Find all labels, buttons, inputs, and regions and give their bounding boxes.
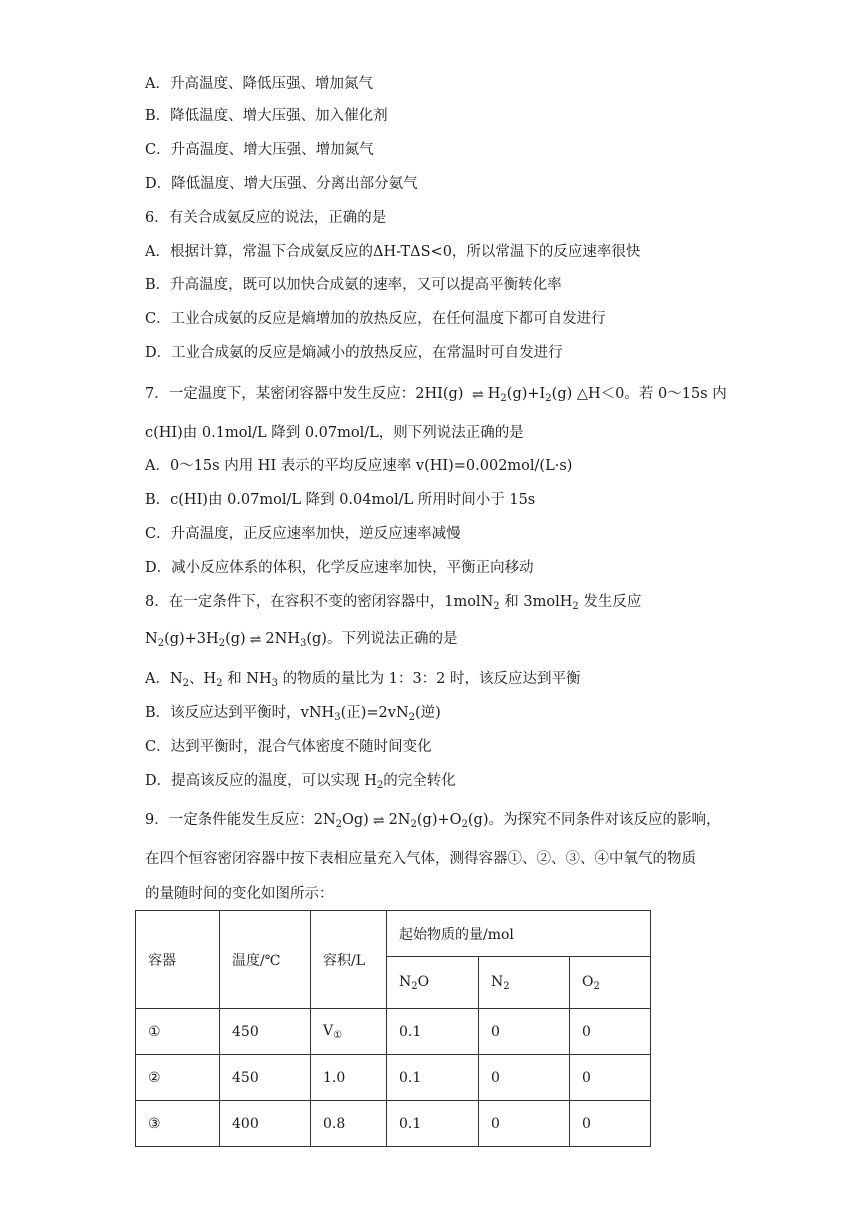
- q7-option-d: D．减小反应体系的体积，化学反应速率加快，平衡正向移动: [145, 560, 534, 576]
- q8-option-a: A．$N_2$、$H_2$ 和 $NH_3$ 的物质的量比为 1：3：2 时，该反应达到平衡: [145, 671, 581, 689]
- cell-volume: $V_①$: [311, 1009, 387, 1055]
- cell-n2: 0: [479, 1055, 570, 1101]
- q6-option-a: A．根据计算，常温下合成氨反应的ΔH-TΔS<0，所以常温下的反应速率很快: [145, 244, 641, 260]
- q6-option-d: D．工业合成氨的反应是熵减小的放热反应，在常温时可自发进行: [145, 345, 563, 361]
- cell-n2o: 0.1: [387, 1101, 479, 1147]
- cell-o2: 0: [570, 1009, 651, 1055]
- cell-n2: 0: [479, 1101, 570, 1147]
- header-volume: 容积/L: [311, 911, 387, 1009]
- header-n2: $N_2$: [479, 957, 570, 1009]
- cell-temperature: 400: [220, 1101, 311, 1147]
- cell-o2: 0: [570, 1055, 651, 1101]
- cell-temperature: 450: [220, 1055, 311, 1101]
- header-initial-amount: 起始物质的量/mol: [387, 911, 651, 957]
- q8-stem: 8．在一定条件下，在容积不变的密闭容器中，1molN$_2$ 和 3molH$_2$ 发生反应: [145, 594, 642, 612]
- reversible-arrow-icon: ⇌: [472, 387, 484, 403]
- q7-stem-line2: c(HI)由 0.1mol/L 降到 0.07mol/L，则下列说法正确的是: [145, 425, 524, 441]
- cell-volume: 0.8: [311, 1101, 387, 1147]
- q9-stem: 9．一定条件能发生反应：$2N_2Og$) ⇌ $2N_2(g)+O_2(g)$。为探究不同条件对该反应的影响，: [145, 812, 721, 830]
- q6-stem: 6．有关合成氨反应的说法，正确的是: [145, 210, 387, 226]
- q8-option-d: D．提高该反应的温度，可以实现 $H_2$的完全转化: [145, 773, 456, 791]
- cell-volume: 1.0: [311, 1055, 387, 1101]
- q9-stem-line3: 的量随时间的变化如图所示：: [145, 886, 334, 902]
- q7-stem: 7．一定温度下，某密闭容器中发生反应：2HI(g) ⇌ $H_2(g)+I_2(g)$ △H＜0。若 0～15s 内: [145, 386, 727, 404]
- header-temperature: 温度/℃: [220, 911, 311, 1009]
- reversible-arrow-icon: ⇌: [249, 632, 262, 648]
- q5-option-d: D．降低温度、增大压强、分离出部分氨气: [145, 176, 418, 192]
- q6-option-b: B．升高温度，既可以加快合成氨的速率，又可以提高平衡转化率: [145, 277, 562, 293]
- table-row: [136, 1009, 651, 1055]
- experiment-table: [135, 910, 651, 1147]
- q7-option-b: B．c(HI)由 0.07mol/L 降到 0.04mol/L 所用时间小于 15s: [145, 492, 536, 508]
- q6-option-c: C．工业合成氨的反应是熵增加的放热反应，在任何温度下都可自发进行: [145, 311, 606, 327]
- cell-o2: 0: [570, 1101, 651, 1147]
- cell-n2o: 0.1: [387, 1009, 479, 1055]
- reversible-arrow-icon: ⇌: [372, 813, 385, 829]
- header-n2o: $N_2O$: [387, 957, 479, 1009]
- q7-option-a: A．0～15s 内用 HI 表示的平均反应速率 v(HI)=0.002mol/(L·s): [145, 458, 573, 474]
- cell-n2o: 0.1: [387, 1055, 479, 1101]
- q8-equation: $N_2(g)+3H_2(g)$ ⇌ $2NH_3(g)$。下列说法正确的是: [145, 631, 458, 649]
- q5-option-a: A．升高温度、降低压强、增加氮气: [145, 76, 373, 92]
- header-container: 容器: [136, 911, 220, 1009]
- q9-stem-line2: 在四个恒容密闭容器中按下表相应量充入气体，测得容器①、②、③、④中氧气的物质: [145, 851, 696, 867]
- table-row: [136, 1101, 651, 1147]
- cell-n2: 0: [479, 1009, 570, 1055]
- q5-option-b: B．降低温度、增大压强、加入催化剂: [145, 108, 388, 124]
- q8-option-b: B．该反应达到平衡时，vNH$_3$(正)$=2vN_2$(逆): [145, 705, 441, 723]
- q5-option-c: C．升高温度、增大压强、增加氮气: [145, 142, 374, 158]
- q8-option-c: C．达到平衡时，混合气体密度不随时间变化: [145, 739, 432, 755]
- cell-temperature: 450: [220, 1009, 311, 1055]
- header-o2: $O_2$: [570, 957, 651, 1009]
- cell-container: ②: [136, 1055, 220, 1101]
- table-row: [136, 1055, 651, 1101]
- q7-option-c: C．升高温度，正反应速率加快，逆反应速率减慢: [145, 526, 461, 542]
- cell-container: ③: [136, 1101, 220, 1147]
- cell-container: ①: [136, 1009, 220, 1055]
